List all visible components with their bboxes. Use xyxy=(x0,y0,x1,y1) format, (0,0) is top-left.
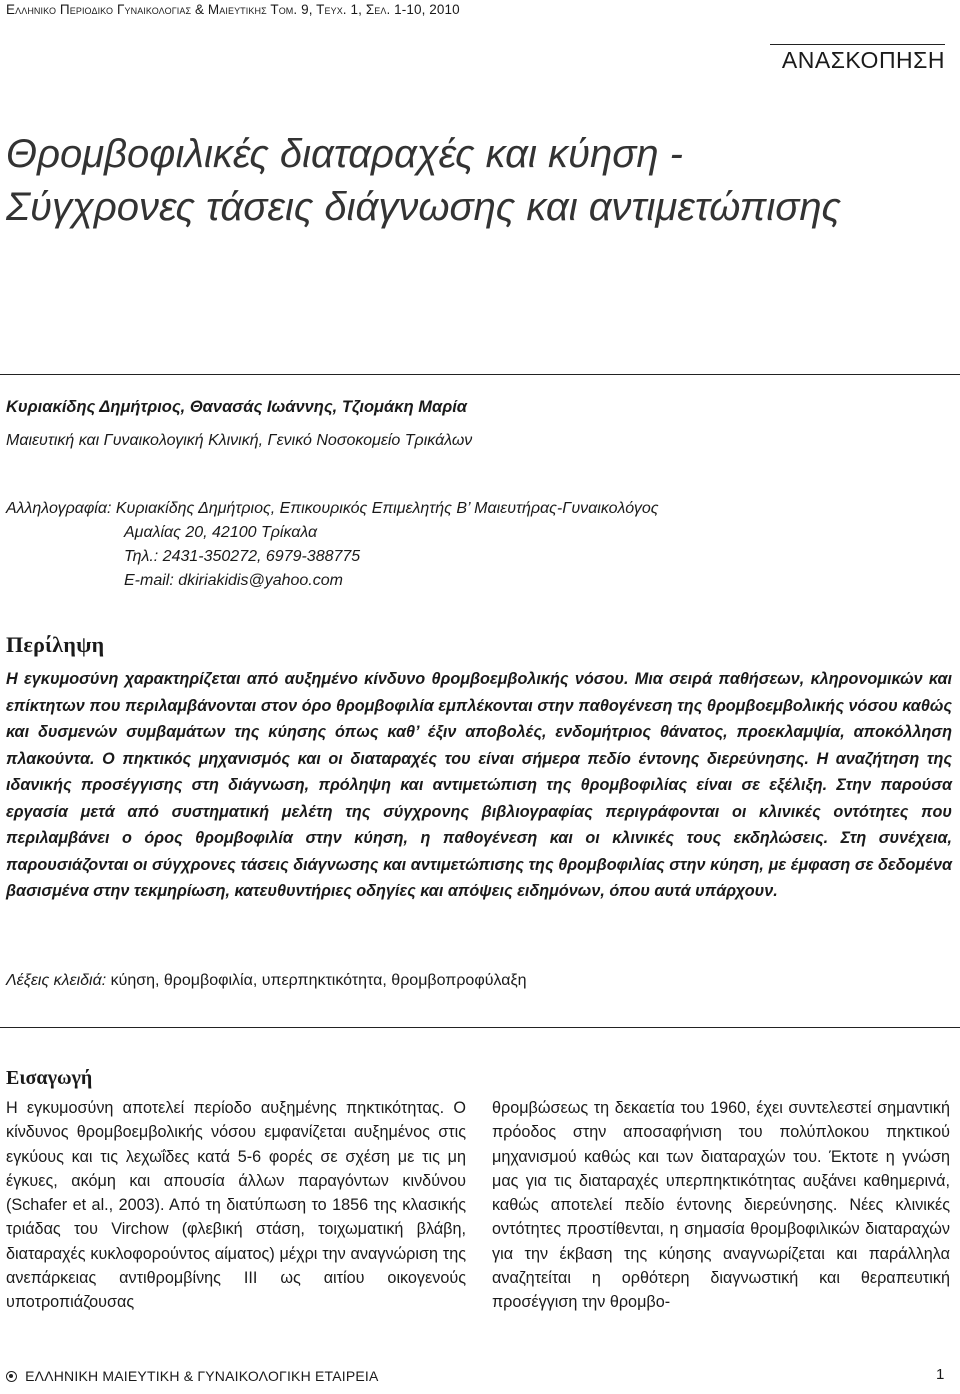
introduction-column-left: Η εγκυμοσύνη αποτελεί περίοδο αυξημένης πηκτικότητας. Ο κίνδυνος θρομβοεμβολικής νόσου εμφανίζεται αυξημένος στις εγκύους και τις λεχωΐδες κατά 5-6 φορές σε σχέση με τις μη έγκυες, ακόμη και απουσία άλλων παραγόντων κινδύνου (Schafer et al., 2003). Από τη διατύπωση το 1856 της κλασικής τριάδας του Virchow (φλεβική στάση, τοιχωματική βλάβη, διαταραχές κυκλοφορούντος αίματος) μέχρι την αναγνώριση της ανεπάρκειας αντιθρομβίνης ΙΙΙ ως αιτίου οικογενούς υποτροπιάζουσας xyxy=(6,1099,466,1312)
divider xyxy=(0,374,960,375)
keywords-label: Λέξεις κλειδιά: xyxy=(6,972,107,989)
footer-society: ΕΛΛΗΝΙΚΗ ΜΑΙΕΥΤΙΚΗ & ΓΥΝΑΙΚΟΛΟΓΙΚΗ ΕΤΑΙΡΕΙΑ xyxy=(25,1368,379,1384)
introduction-column-right: θρομβώσεως τη δεκαετία του 1960, έχει συντελεστεί σημαντική πρόοδος στην αποσαφήνιση του πολύπλοκου πηκτικού μηχανισμού καθώς και των διαταραχών του. Έκτοτε η γνώση μας για τις διαταραχές υπερπηκτικότητας αυξάνει καθημερινά, καθώς αποτελεί πεδίο έντονης διερεύνησης. Νέες κλινικές οντότητες προστίθενται, η σημασία θρομβοφιλικών διαταραχών για την έκβαση της κύησης αναγνωρίζεται και παράλληλα αναζητείται η ορθότερη διαγνωστική και θεραπευτική προσέγγιση την θρομβο- xyxy=(492,1099,950,1312)
society-logo-icon xyxy=(6,1371,17,1382)
keywords xyxy=(6,972,527,990)
correspondence-email: E-mail: dkiriakidis@yahoo.com xyxy=(124,572,343,589)
abstract-heading: Περίληψη xyxy=(6,632,105,657)
footer xyxy=(6,1368,379,1384)
introduction-heading: Εισαγωγή xyxy=(6,1067,93,1089)
authors: Κυριακίδης Δημήτριος, Θανασάς Ιωάννης, Τζιομάκη Μαρία xyxy=(6,398,468,416)
affiliation: Μαιευτική και Γυναικολογική Κλινική, Γενικό Νοσοκομείο Τρικάλων xyxy=(6,432,473,449)
article-title-line-1: Θρομβοφιλικές διαταραχές και κύηση - xyxy=(6,132,683,176)
article-title xyxy=(6,128,946,234)
divider xyxy=(0,1027,960,1028)
article-title-line-2: Σύγχρονες τάσεις διάγνωσης και αντιμετώπισης xyxy=(6,185,841,229)
section-label: ΑΝΑΣΚΟΠΗΣΗ xyxy=(781,47,945,73)
correspondence-address: Αμαλίας 20, 42100 Τρίκαλα xyxy=(124,524,318,541)
section-label-rule xyxy=(770,44,945,45)
correspondence-phone: Τηλ.: 2431-350272, 6979-388775 xyxy=(124,548,361,565)
correspondence-line: Αλληλογραφία: Κυριακίδης Δημήτριος, Επικουρικός Επιμελητής Β’ Μαιευτήρας-Γυναικολόγος xyxy=(6,500,659,517)
abstract-text: Η εγκυμοσύνη χαρακτηρίζεται από αυξημένο κίνδυνο θρομβοεμβολικής νόσου. Μια σειρά παθήσεων, κληρονομικών και επίκτητων που περιλαμβάνονται στον όρο θρομβοφιλία εμπλέκονται στην παθογένεση της θρομβοεμβολικής νόσου καθώς και δυσμενών συμβαμάτων της κύησης όπως καθ’ έξιν αποβολές, ενδομήτριος θάνατος, προεκλαμψία, αποκόλληση πλακούντα. Ο πηκτικός μηχανισμός και οι διαταραχές του είναι σήμερα πεδίο έντονης διερεύνησης. Η αναζήτηση της ιδανικής προσέγγισης στη διάγνωση, πρόληψη και αντιμετώπιση της θρομβοφιλίας είναι σε εξέλιξη. Στην παρούσα εργασία μετά από συστηματική μελέτη της σύγχρονης βιβλιογραφίας περιγράφονται οι κλινικές οντότητες που περιλαμβάνει ο όρος θρομβοφιλία στην κύηση, η παθογένεση και οι κλινικές τους εκδηλώσεις. Στη συνέχεια, παρουσιάζονται οι σύγχρονες τάσεις διάγνωσης και αντιμετώπισης της θρομβοφιλίας στην κύηση, με έμφαση σε δεδομένα βασισμένα στην τεκμηρίωση, κατευθυντήριες οδηγίες και απόψεις ειδημόνων, όπου αυτά υπάρχουν. xyxy=(6,670,952,900)
running-header: Ελληνικο Περιοδικο Γυναικολογιας & Μαιευτικης Τομ. 9, Τευχ. 1, Σελ. 1-10, 2010 xyxy=(6,2,460,17)
page-number: 1 xyxy=(936,1366,945,1383)
correspondence-block xyxy=(6,497,659,593)
keywords-values: κύηση, θρομβοφιλία, υπερπηκτικότητα, θρομβοπροφύλαξη xyxy=(110,972,527,989)
